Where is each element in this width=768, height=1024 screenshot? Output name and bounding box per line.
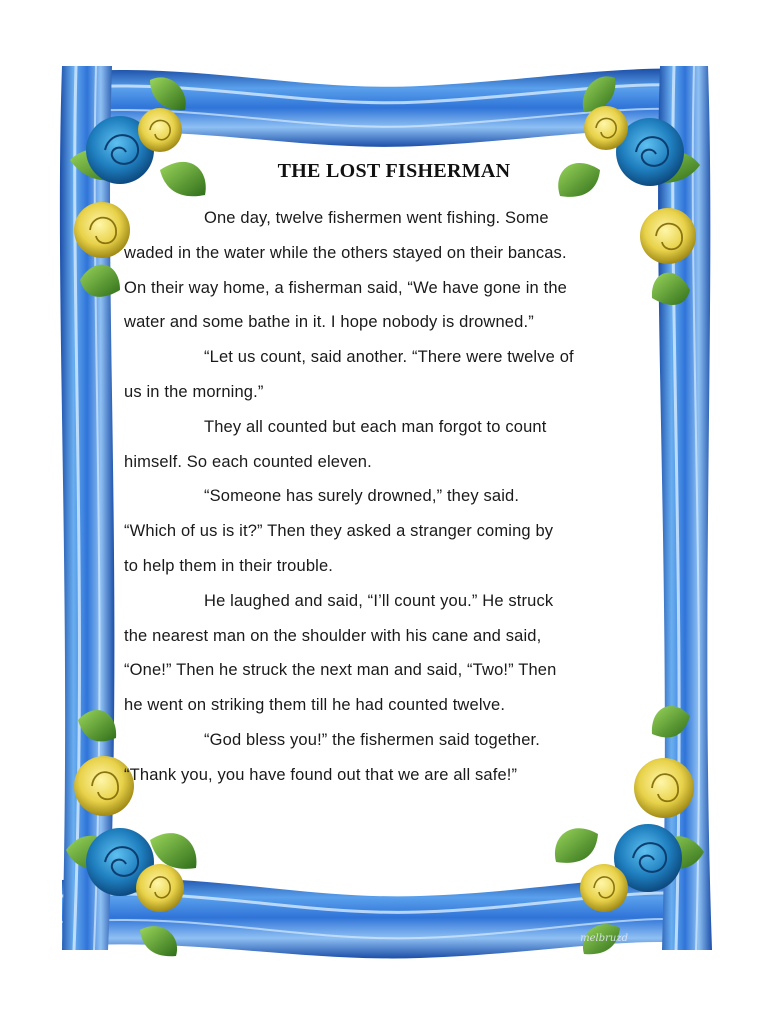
yellow-rose-icon bbox=[580, 864, 628, 912]
yellow-rose-icon bbox=[138, 108, 182, 152]
yellow-rose-icon bbox=[136, 864, 184, 912]
yellow-rose-icon bbox=[74, 202, 130, 258]
story-line: “Let us count, said another. “There were twelve of bbox=[204, 348, 574, 367]
story-line: “One!” Then he struck the next man and said, “Two!” Then bbox=[124, 661, 557, 680]
story-line: On their way home, a fisherman said, “We have gone in the bbox=[124, 278, 567, 297]
story-line: he went on striking them till he had counted twelve. bbox=[124, 696, 506, 715]
artist-signature: melbruzd bbox=[580, 933, 628, 944]
story-line: “God bless you!” the fishermen said together. bbox=[204, 730, 541, 749]
left-ribbon bbox=[60, 66, 115, 950]
story-content bbox=[124, 160, 654, 793]
story-line: “Someone has surely drowned,” they said. bbox=[204, 487, 520, 506]
story-line: us in the morning.” bbox=[124, 382, 264, 401]
story-line: the nearest man on the shoulder with his cane and said, bbox=[124, 626, 542, 645]
story-line: to help them in their trouble. bbox=[124, 556, 334, 575]
yellow-rose-icon bbox=[584, 106, 628, 150]
leaf-icon bbox=[555, 828, 598, 863]
leaf-icon bbox=[150, 833, 196, 869]
story-line: “Thank you, you have found out that we are all safe!” bbox=[124, 765, 518, 784]
story-line: They all counted but each man forgot to count bbox=[204, 417, 547, 436]
story-line: himself. So each counted eleven. bbox=[124, 452, 372, 471]
story-line: He laughed and said, “I’ll count you.” He struck bbox=[204, 591, 554, 610]
story-line: waded in the water while the others stayed on their bancas. bbox=[124, 243, 567, 262]
story-line: water and some bathe in it. I hope nobody is drowned.” bbox=[124, 313, 534, 332]
story-line: One day, twelve fishermen went fishing. Some bbox=[204, 209, 549, 227]
story-body bbox=[124, 201, 654, 793]
story-line: “Which of us is it?” Then they asked a stranger coming by bbox=[124, 522, 554, 541]
story-title: THE LOST FISHERMAN bbox=[277, 160, 511, 182]
